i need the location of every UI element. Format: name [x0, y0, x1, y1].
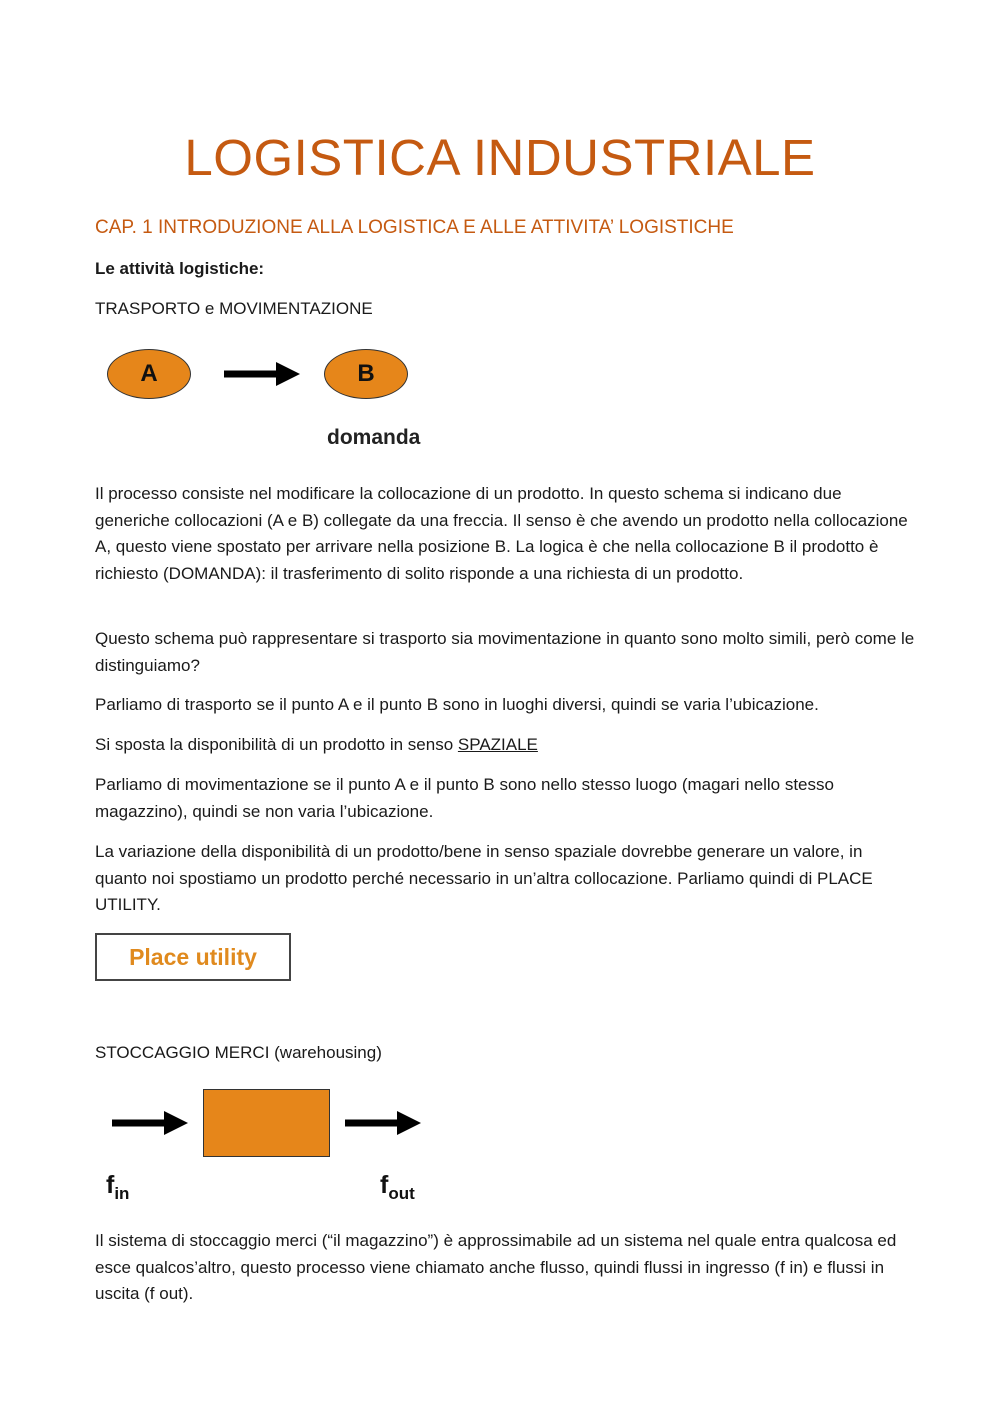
paragraph-5: Parliamo di movimentazione se il punto A e il punto B sono nello stesso luogo (magari nello stesso magazzino), quindi se non varia l’ubicazione.	[95, 775, 834, 821]
place-utility-box: Place utility	[95, 933, 291, 981]
node-b: B	[324, 349, 408, 399]
arrow-right-icon	[224, 360, 302, 388]
f-out-sub: out	[388, 1184, 415, 1203]
warehouse-box	[203, 1089, 330, 1157]
section-heading: Le attività logistiche:	[95, 259, 265, 278]
arrow-out-icon	[345, 1109, 423, 1137]
paragraph-6: La variazione della disponibilità di un prodotto/bene in senso spaziale dovrebbe generare un valore, in quanto noi spostiamo un prodotto perché necessario in un’altra collocazione. Parliamo quindi di PLACE UTILITY.	[95, 842, 873, 914]
storage-heading: STOCCAGGIO MERCI (warehousing)	[95, 1043, 382, 1062]
f-out-label	[380, 1171, 415, 1204]
paragraph-7: Il sistema di stoccaggio merci (“il magazzino”) è approssimabile ad un sistema nel quale entra qualcosa ed esce qualcos’altro, questo processo viene chiamato anche flusso, quindi flussi in ingresso (f in) e flussi in uscita (f out).	[95, 1231, 897, 1303]
f-in-sub: in	[114, 1184, 130, 1203]
f-out-main: f	[380, 1171, 389, 1199]
arrow-in-icon	[112, 1109, 190, 1137]
f-in-label	[106, 1171, 129, 1204]
chapter-heading: CAP. 1 INTRODUZIONE ALLA LOGISTICA E ALLE ATTIVITA’ LOGISTICHE	[95, 217, 734, 238]
paragraph-3: Parliamo di trasporto se il punto A e il punto B sono in luoghi diversi, quindi se varia l’ubicazione.	[95, 695, 819, 714]
spaziale-underlined: SPAZIALE	[457, 735, 538, 754]
paragraph-1: Il processo consiste nel modificare la collocazione di un prodotto. In questo schema si indicano due generiche collocazioni (A e B) collegate da una freccia. Il senso è che avendo un prodotto nella collocazione A, questo viene spostato per arrivare nella posizione B. La logica è che nella collocazione B il prodotto è richiesto (DOMANDA): il trasferimento di solito risponde a una richiesta di un prodotto.	[95, 484, 908, 583]
transport-heading: TRASPORTO e MOVIMENTAZIONE	[95, 299, 373, 318]
f-in-main: f	[106, 1171, 115, 1199]
node-a: A	[107, 349, 191, 399]
paragraph-4	[95, 732, 915, 759]
document-title: LOGISTICA INDUSTRIALE	[184, 129, 816, 186]
paragraph-2: Questo schema può rappresentare si trasporto sia movimentazione in quanto sono molto simili, però come le distinguiamo?	[95, 629, 915, 675]
domanda-label: domanda	[327, 426, 421, 449]
paragraph-4-text: Si sposta la disponibilità di un prodotto in senso	[95, 735, 458, 754]
